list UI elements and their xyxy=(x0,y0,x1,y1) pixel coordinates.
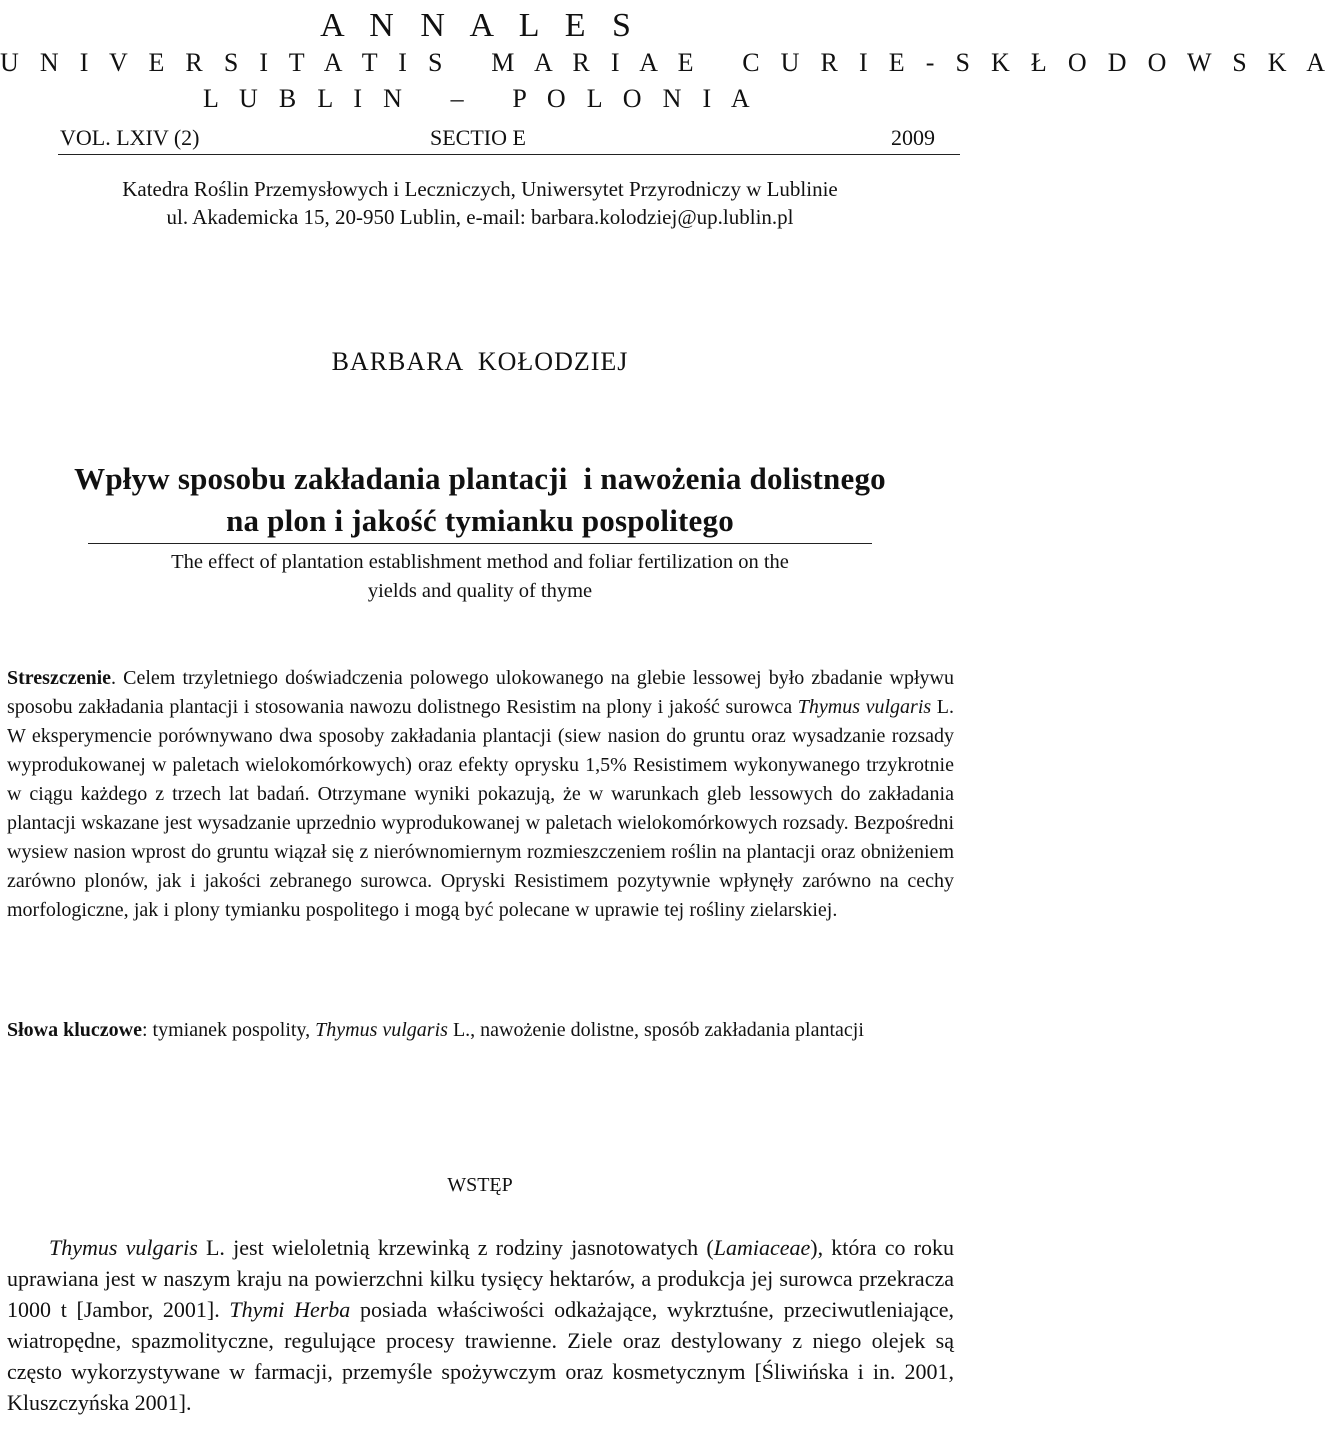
header-divider xyxy=(58,154,960,155)
keywords-label: Słowa kluczowe xyxy=(7,1019,142,1041)
journal-title: A N N A L E S xyxy=(320,7,640,44)
university-name: U N I V E R S I T A T I S M A R I A E C U R I E - S K Ł O D O W S K A xyxy=(0,48,1332,77)
publication-place: L U B L I N – P O L O N I A xyxy=(203,84,757,113)
intro-text-3: posiada właściwości odkażające, wykrztuśne, przeciwutleniające, wiatropędne, spazmolityczne, regulujące procesy trawienne. Ziele oraz destylowany z niego olejek są często wykorzystywane w farmacji, przemyśle spożywczym oraz kosmetycznym [Śliwińska i in. 2001, Kluszczyńska 2001]. xyxy=(7,1297,954,1415)
abstract-paragraph xyxy=(7,664,954,925)
affiliation-line-1: Katedra Roślin Przemysłowych i Leczniczych, Uniwersytet Przyrodniczy w Lublinie xyxy=(122,177,838,201)
author-name: BARBARA KOŁODZIEJ xyxy=(331,347,629,376)
abstract-species: Thymus vulgaris xyxy=(797,696,932,718)
section-label: SECTIO E xyxy=(430,125,526,150)
intro-paragraph xyxy=(7,1232,954,1418)
volume-number: VOL. LXIV (2) xyxy=(60,125,200,150)
abstract-text-1: . Celem trzyletniego doświadczenia polowego ulokowanego na glebie lessowej było zbadanie wpływu sposobu zakładania plantacji i stosowania nawozu dolistnego Resistim na plony i jakość surowca xyxy=(7,667,954,718)
keywords-text-2: L., nawożenie dolistne, sposób zakładania plantacji xyxy=(447,1019,864,1041)
english-title-line-2: yields and quality of thyme xyxy=(367,580,593,602)
section-heading: WSTĘP xyxy=(447,1174,513,1196)
abstract-text-2: L. W eksperymencie porównywano dwa sposoby zakładania plantacji (siew nasion do gruntu oraz wysadzanie rozsady wyprodukowanej w paletach wielokomórkowych) oraz efekty oprysku 1,5% Resistimem wykonywanego trzykrotnie w ciągu każdego z trzech lat badań. Otrzymane wyniki pokazują, że w warunkach gleb lessowych do zakładania plantacji wskazane jest wysadzanie uprzednio wyprodukowanej w paletach wielokomórkowych rozsady. Bezpośredni wysiew nasion wprost do gruntu wiązał się z nierównomiernym rozmieszczeniem roślin na plantacji oraz obniżeniem zarówno plonów, jak i jakości zebranego surowca. Opryski Resistimem pozytywnie wpłynęły zarówno na cechy morfologiczne, jak i plony tymianku pospolitego i mogą być polecane w uprawie tej rośliny zielarskiej. xyxy=(7,696,955,921)
affiliation-line-2: ul. Akademicka 15, 20-950 Lublin, e-mail: barbara.kolodziej@up.lublin.pl xyxy=(166,205,794,229)
article-title-line-2: na plon i jakość tymianku pospolitego xyxy=(226,503,734,538)
article-title-line-1: Wpływ sposobu zakładania plantacji i nawożenia dolistnego xyxy=(74,461,886,496)
intro-text-1: L. jest wieloletnią krzewinką z rodziny jasnotowatych ( xyxy=(197,1235,714,1260)
keywords-text-1: : tymianek pospolity, xyxy=(142,1019,316,1041)
english-title-line-1: The effect of plantation establishment method and foliar fertilization on the xyxy=(171,551,789,573)
abstract-label: Streszczenie xyxy=(7,667,112,689)
keywords-paragraph xyxy=(7,1016,954,1045)
title-divider xyxy=(88,543,872,544)
keywords-species: Thymus vulgaris xyxy=(315,1019,448,1041)
intro-species: Thymus vulgaris xyxy=(49,1235,198,1260)
intro-family: Lamiaceae xyxy=(713,1235,811,1260)
intro-herba: Thymi Herba xyxy=(229,1297,351,1322)
intro-text-2: ), która co roku uprawiana jest w naszym kraju na powierzchni kilku tysięcy hektarów, a produkcja jej surowca przekracza 1000 t [Jambor, 2001]. xyxy=(7,1235,955,1322)
publication-year: 2009 xyxy=(891,125,935,150)
